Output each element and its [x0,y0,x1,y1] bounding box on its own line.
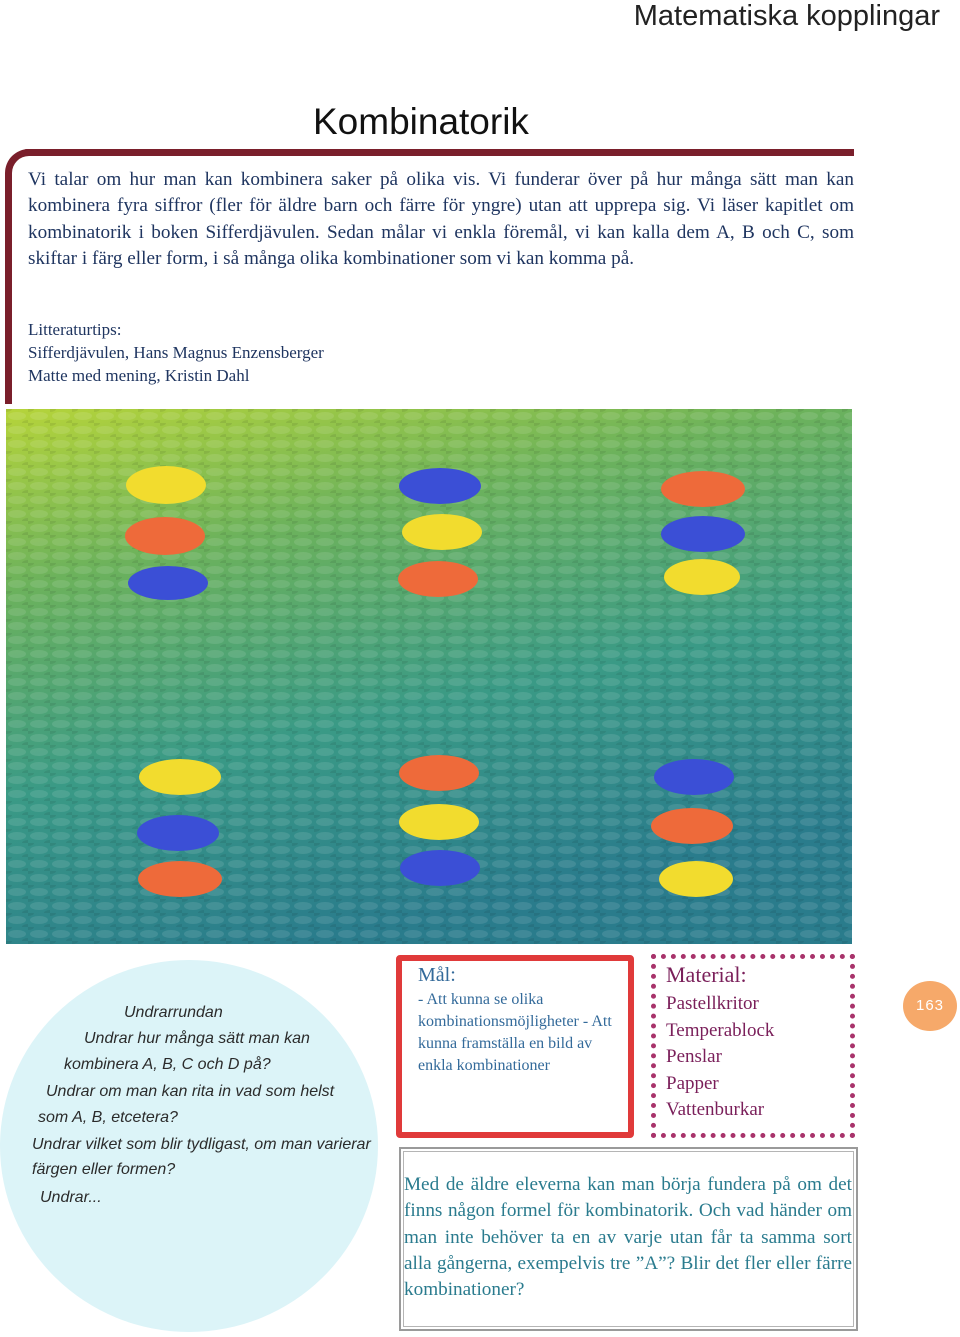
wonder-line: kombinera A, B, C och D på? [64,1056,271,1073]
material-list [666,991,774,1124]
frame-corner [5,149,29,404]
wonder-line: Undrar vilket som blir tydligast, om man varierar [32,1136,371,1153]
frame-top-bar [20,149,854,156]
page-number-badge: 163 [903,981,957,1031]
blob-column-2-top [398,468,482,597]
wonder-line: färgen eller formen? [32,1161,176,1178]
painted-combinations-photo [6,409,852,944]
material-item: Temperablock [666,1019,775,1041]
goals-title: Mål: [418,964,456,986]
literature-item: Sifferdjävulen, Hans Magnus Enzensberger [28,343,324,362]
material-item: Papper [666,1072,719,1094]
wonder-line: Undrar... [40,1189,102,1206]
blob-column-3-bottom [651,759,734,897]
material-item: Vattenburkar [666,1099,765,1120]
intro-paragraph: Vi talar om hur man kan kombinera saker på olika vis. Vi funderar över på hur många sätt man kan kombinera fyra siffror (fler för äldre barn och färre för yngre) utan att upprepa sig. Vi läser kapitlet om kombinatorik i boken Sifferdjävulen. Sedan målar vi enkla föremål, vi kan kalla dem A, B och C, som skiftar i färg eller form, i så många olika kombinationer som vi kan komma på. [28,169,854,269]
blob-column-1-bottom [137,759,222,897]
wonder-line: Undrar om man kan rita in vad som helst [46,1083,335,1100]
wonder-line: som A, B, etcetera? [38,1109,178,1126]
literature-item: Matte med mening, Kristin Dahl [28,366,250,385]
wonder-heading: Undrarrundan [124,1004,223,1021]
literature-heading: Litteraturtips: [28,320,122,339]
material-title: Material: [666,962,747,987]
page-title: Kombinatorik [313,101,529,142]
blob-column-3-top [661,471,745,595]
older-students-text: Med de äldre eleverna kan man börja fundera på om det finns någon formel för kombinatorik. Och vad händer om man inte behöver ta en av varje utan får ta samma sort alla gångerna, exempelvis tre ”A”? Blir det fler eller färre kombinationer? [404,1174,852,1301]
section-title: Matematiska kopplingar [633,0,940,32]
wonder-line: Undrar hur många sätt man kan [84,1030,310,1047]
goals-text: - Att kunna se olika kombinationsmöjligheter - Att kunna framställa en bild av enkla kombinationer [418,991,612,1074]
literature-tips [28,318,324,387]
blob-column-2-bottom [399,755,480,886]
material-item: Penslar [666,1046,722,1067]
blob-column-1-top [125,466,208,600]
material-item: Pastellkritor [666,993,759,1014]
